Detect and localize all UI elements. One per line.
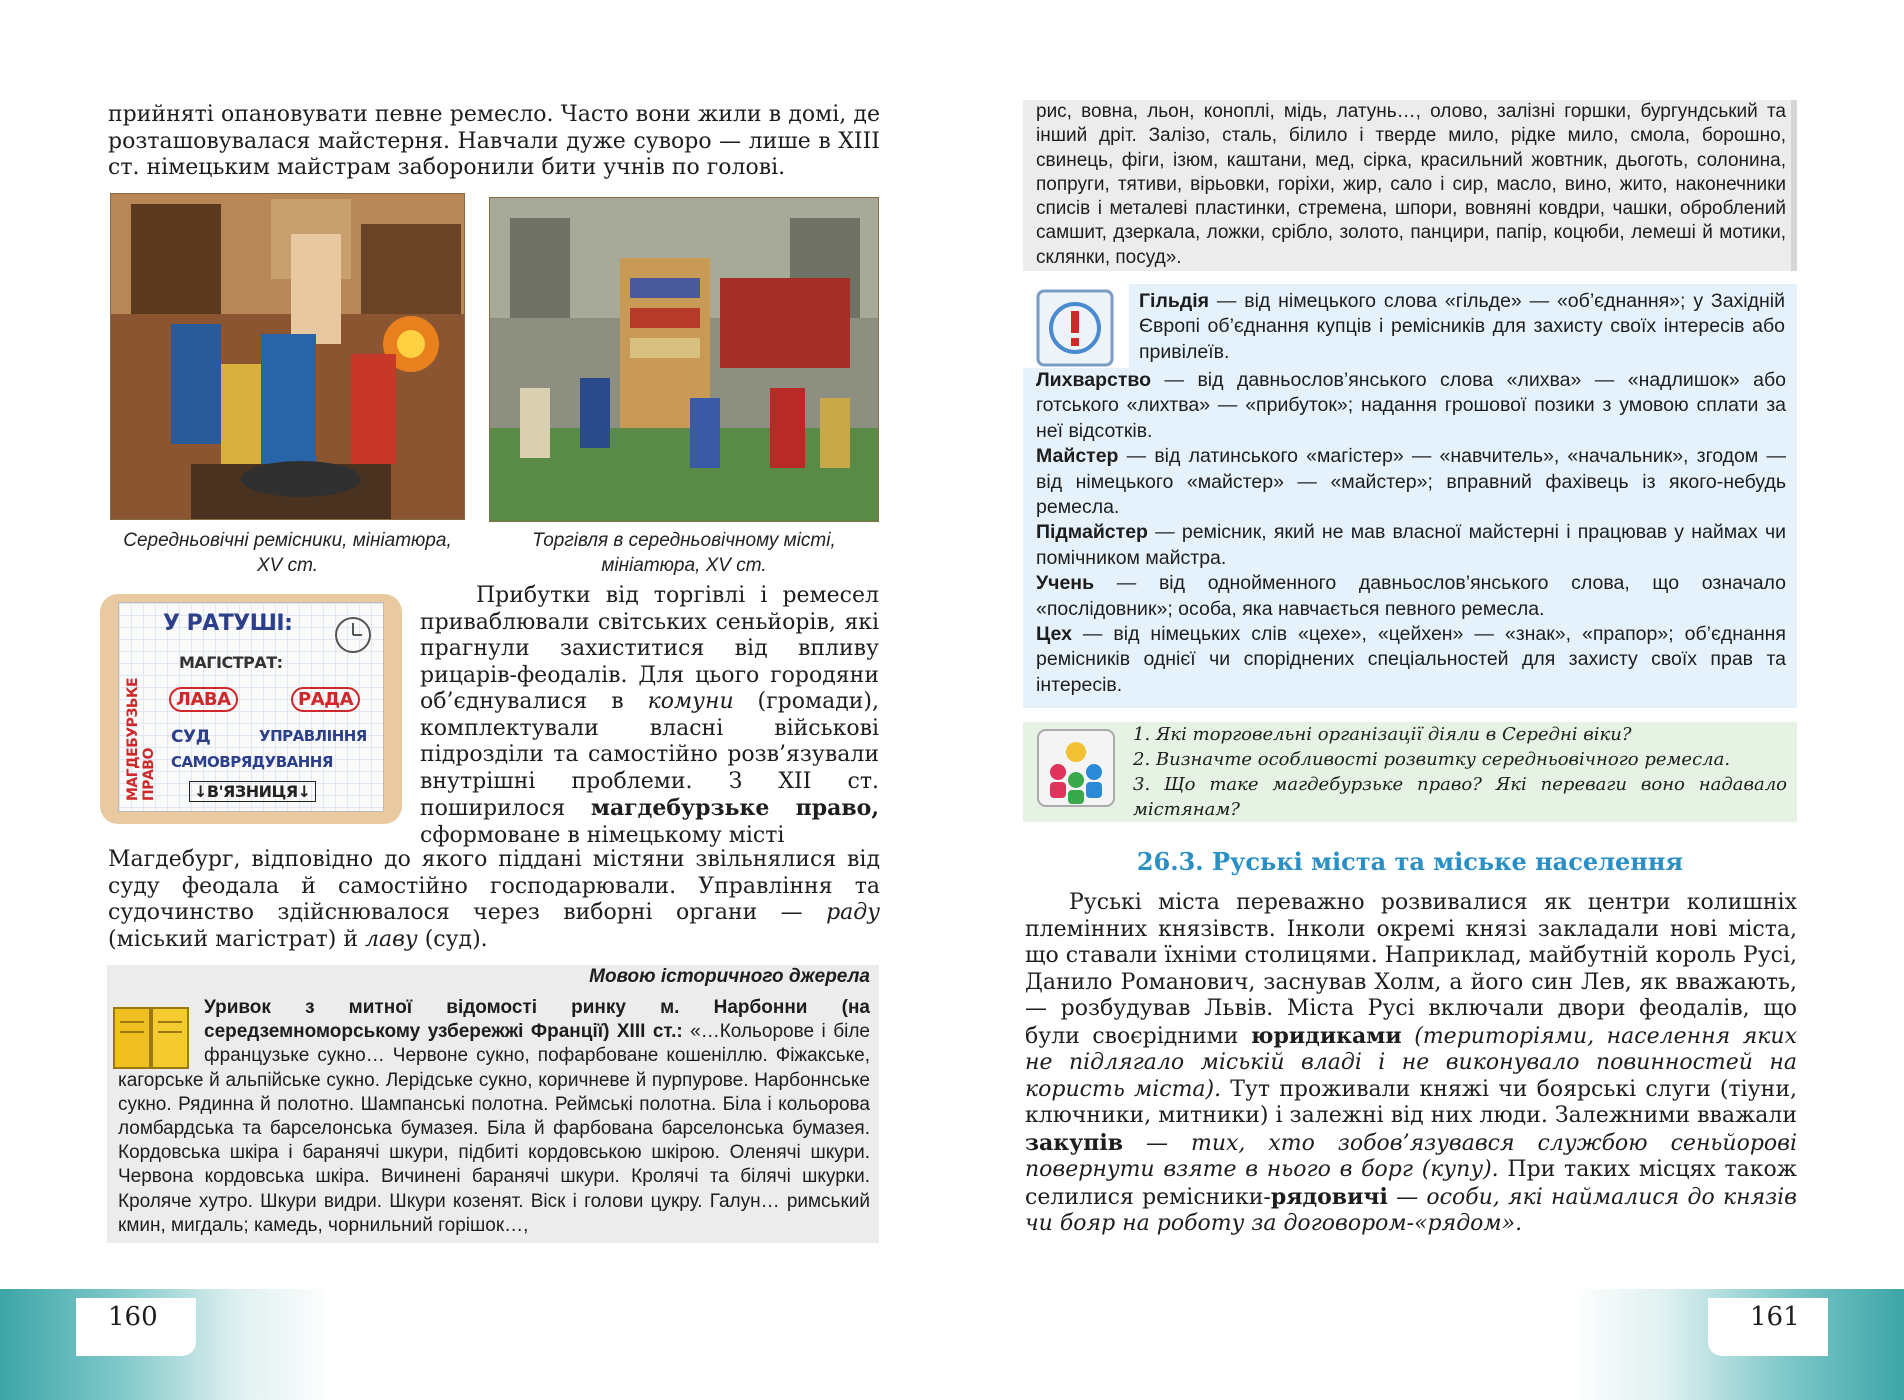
section-title: 26.3. Руські міста та міське населення <box>1136 847 1684 876</box>
term-radu: раду <box>826 900 880 925</box>
magdeburg-paragraph: Прибутки від торгівлі і ремесел приваблювали світських сеньйорів, які прагнули захиститися від впливу рицарів-феодалів. Для цього городяни об’єднувалися в комуни (громади), комплектували власні військові підрозділи та самостійно розв’язували внутрішні проблеми. З XII ст. поширилося магдебурзьке право, сформоване в німецькому місті <box>420 583 879 848</box>
term-lavu: лаву <box>365 926 418 952</box>
term-zakupiv: закупів <box>1025 1129 1124 1156</box>
term-riadovychi: рядовичі <box>1270 1183 1388 1210</box>
glossary-term: Лихварство <box>1036 369 1152 391</box>
source-bold-title: Уривок з митної відомості ринку м. Нарбонни (на середземноморському узбережжі Франції) XIII ст.: <box>204 997 870 1043</box>
diagram-magistrat: МАГІСТРАТ: <box>179 653 283 672</box>
review-questions <box>1133 722 1787 822</box>
diagram-side-label: МАГДЕБУРЗЬКЕ ПРАВО <box>125 677 157 801</box>
question-item: 3. Що таке магдебурзьке право? Які переваги воно надавало містянам? <box>1133 774 1787 820</box>
glossary-entry: Цех — від німецьких слів «цехе», «цейхен» — «знак», «прапор»; об’єднання ремісників однієї чи споріднених спеціальностей для захисту своїх прав та інтересів. <box>1036 623 1786 696</box>
glossary-entry: Лихварство — від давньослов’янського слова «лихва» — «надлишок» або готського «лихтва» — «прибуток»; надання грошової позики з умовою сплати за неї відсотків. <box>1036 369 1786 442</box>
clock-icon <box>333 615 373 655</box>
glossary-entry: Підмайстер — ремісник, який не мав власної майстерні і працював у наймах чи помічником майстра. <box>1036 521 1786 569</box>
magdeburg-paragraph-continued: Магдебург, відповідно до якого піддані містяни звільнялися від суду феодала й самостійно господарювали. Управління та судочинство здійснювалося через виборні органи — раду (міський магістрат) й лаву (суд). <box>108 847 880 952</box>
glossary-entries <box>1036 368 1786 698</box>
attention-icon <box>1036 289 1114 367</box>
glossary-entry: Учень — від однойменного давньослов’янського слова, що означало «послідовник»; особа, яка навчається певного ремесла. <box>1036 572 1786 620</box>
page-number-left: 160 <box>108 1302 158 1332</box>
caption-craftsmen: Середньовічні ремісники, мініатюра, XV ст. <box>123 530 452 576</box>
glossary-entry: Майстер — від латинського «магістер» — «навчитель», «начальник», згодом — від німецького «майстер» — «майстер»; вправний фахівець із якого-небудь ремесла. <box>1036 445 1786 519</box>
page-number-right: 161 <box>1750 1302 1800 1332</box>
glossary-term: Майстер <box>1036 445 1119 468</box>
term-magdeburg-law: магдебурзьке право, <box>590 795 879 821</box>
diagram-rada: РАДА <box>291 687 360 712</box>
diagram-samovriaduvannia: САМОВРЯДУВАННЯ <box>171 753 333 771</box>
term-yurydyky: юридиками <box>1250 1022 1402 1049</box>
notebook-paper <box>118 602 384 812</box>
ratusha-diagram-card <box>100 594 402 824</box>
source-text: Уривок з митної відомості ринку м. Нарбонни (на середземноморському узбережжі Франції) XIII ст.: «…Кольорове і біле французьке сукно… Червоне сукно, пофарбоване кошеніллю. Фіжакське, кагорське й альпійське сукно. Лерідське сукно, коричневе й пурпурове. Нарбоннське сукно. Рядинна й полотно. Шампанські полотна. Реймські полотна. Біла і кольорова ломбардська та барселонська бумазея. Біла й фарбована барселонська бумазея. Кордовська шкіра і баранячі шкури, підбиті кордовською шкірою. Оленячі шкури. Червона кордовська шкіра. Вичинені баранячі шкури. Кролячі та білячі шкурки. Кроляче хутро. Шкури видри. Шкури козенят. Віск і голови цукру. Галун… римський кмин, мигдаль; камедь, чорнильний горішок…, <box>118 997 870 1236</box>
glossary-term: Гільдія <box>1139 290 1210 312</box>
glossary-term: Цех <box>1036 623 1072 646</box>
source-heading: Мовою історичного джерела <box>589 966 870 987</box>
diagram-lava: ЛАВА <box>169 687 238 712</box>
diagram-upravlinnia: УПРАВЛІННЯ <box>259 727 367 745</box>
source-continuation-text: рис, вовна, льон, коноплі, мідь, латунь…, олово, залізні горшки, бургундський та інший дріт. Залізо, сталь, білило і тверде мило, рідке мило, смола, борошно, свинець, фіги, ізюм, каштани, мед, сірка, красильний жовтник, дьоготь, солонина, попруги, тятиви, вірьовки, горіхи, жир, сало і сир, масло, вино, жито, наконечники списів і металеві пластинки, стремена, шпори, вовняні ковдри, чашки, оброблений самшит, дзеркала, ложки, срібло, золото, панцири, папір, коцюби, лемеші й мотики, склянки, посуд». <box>1036 101 1786 268</box>
diagram-viaznytsia: ↓В'ЯЗНИЦЯ↓ <box>189 781 316 802</box>
glossary-term: Учень <box>1036 572 1095 595</box>
caption-trade: Торгівля в середньовічному місті, мініатюра, XV ст. <box>532 530 836 576</box>
section-paragraph: Руські міста переважно розвивалися як центри колишніх племінних князівств. Інколи окремі князі закладали нові міста, що ставали їхніми столицями. Наприклад, майбутній король Русі, Данило Романович, заснував Холм, а його син Лев, як вважають, — розбудував Львів. Міста Русі включали двори феодалів, що були своєрідними юридиками (територіями, населення яких не підлягало міській владі і не виконувало повинностей на користь міста). Тут проживали княжі чи боярські слуги (тіуни, ключники, митники) і залежні від них люди. Залежними вважали закупів — тих, хто зобов’язувався службою сеньйорові повернути взяте в нього в борг (купу). При таких місцях також селилися ремісники-рядовичі — особи, які наймалися до князів чи бояр на роботу за договором-«рядом». <box>1025 890 1797 1236</box>
craftsmen-miniature-image <box>110 193 465 520</box>
diagram-sud: СУД <box>171 727 211 747</box>
glossary-term: Підмайстер <box>1036 521 1148 544</box>
question-item: 2. Визначте особливості розвитку середньовічного ремесла. <box>1133 749 1731 770</box>
intro-paragraph: прийняті опановувати певне ремесло. Часто вони жили в домі, де розташовувалася майстерня. Навчали дуже суворо — лише в XIII ст. німецьким майстрам заборонили бити учнів по голові. <box>108 102 880 180</box>
glossary-entry-guild: Гільдія — від німецького слова «гільде» — «об’єднання»; у Західній Європі об’єднання купців і ремісників для захисту своїх інтересів або привілеїв. <box>1139 290 1785 363</box>
diagram-title: У РАТУШІ: <box>163 611 293 636</box>
trade-miniature-image <box>489 197 879 522</box>
discussion-icon <box>1036 728 1116 808</box>
term-komuny: комуни <box>647 689 734 714</box>
question-item: 1. Які торговельні організації діяли в Середні віки? <box>1133 724 1632 745</box>
